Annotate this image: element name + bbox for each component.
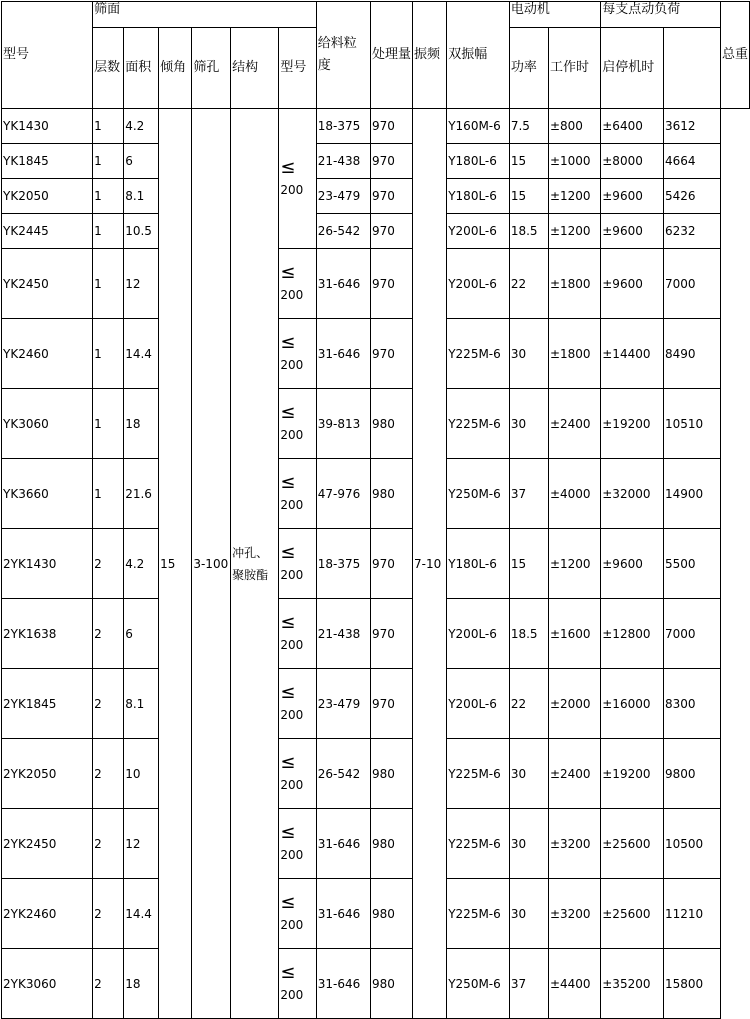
header-feed-size: 给料粒度 bbox=[316, 2, 370, 109]
area-cell: 6 bbox=[124, 599, 159, 669]
total-weight-cell: 14900 bbox=[663, 459, 720, 529]
start-stop-load-cell: ±19200 bbox=[601, 389, 664, 459]
power-cell: 22 bbox=[509, 249, 548, 319]
motor-model-cell: Y225M-6 bbox=[447, 739, 510, 809]
area-cell: 6 bbox=[124, 144, 159, 179]
power-cell: 15 bbox=[509, 144, 548, 179]
capacity-cell: 23-479 bbox=[316, 669, 370, 739]
frequency-cell: 980 bbox=[371, 809, 413, 879]
area-cell: 4.2 bbox=[124, 109, 159, 144]
table-row bbox=[2, 459, 750, 529]
layers-cell: 1 bbox=[93, 459, 124, 529]
feed-size-value: 200 bbox=[280, 707, 304, 722]
header-frequency: 振频 bbox=[413, 2, 447, 109]
area-cell: 4.2 bbox=[124, 529, 159, 599]
header-screen-surface: 筛面 bbox=[93, 2, 317, 28]
motor-model-cell: Y225M-6 bbox=[447, 809, 510, 879]
motor-model-cell: Y225M-6 bbox=[447, 319, 510, 389]
total-weight-cell: 4664 bbox=[663, 144, 720, 179]
frequency-cell: 970 bbox=[371, 319, 413, 389]
capacity-cell: 21-438 bbox=[316, 599, 370, 669]
header-layers: 层数 bbox=[93, 28, 124, 109]
frequency-cell: 970 bbox=[371, 109, 413, 144]
table-row bbox=[2, 529, 750, 599]
working-load-cell: ±1200 bbox=[548, 214, 600, 249]
frequency-cell: 970 bbox=[371, 144, 413, 179]
layers-cell: 1 bbox=[93, 179, 124, 214]
feed-size-symbol: ≤ bbox=[280, 751, 296, 773]
motor-model-cell: Y200L-6 bbox=[447, 599, 510, 669]
motor-model-cell: Y200L-6 bbox=[447, 249, 510, 319]
feed-size-cell bbox=[279, 389, 316, 459]
total-weight-cell: 11210 bbox=[663, 879, 720, 949]
feed-size-cell bbox=[279, 319, 316, 389]
model-cell: 2YK2050 bbox=[2, 739, 93, 809]
feed-size-symbol: ≤ bbox=[280, 821, 296, 843]
start-stop-load-cell: ±9600 bbox=[601, 249, 664, 319]
layers-cell: 2 bbox=[93, 669, 124, 739]
motor-model-cell: Y180L-6 bbox=[447, 179, 510, 214]
table-row bbox=[2, 389, 750, 459]
feed-size-cell bbox=[279, 879, 316, 949]
power-cell: 22 bbox=[509, 669, 548, 739]
table-row bbox=[2, 669, 750, 739]
model-cell: 2YK2460 bbox=[2, 879, 93, 949]
model-cell: YK1430 bbox=[2, 109, 93, 144]
header-dynamic-load: 每支点动负荷 bbox=[601, 2, 721, 28]
working-load-cell: ±1800 bbox=[548, 249, 600, 319]
motor-model-cell: Y200L-6 bbox=[447, 214, 510, 249]
capacity-cell: 31-646 bbox=[316, 809, 370, 879]
start-stop-load-cell: ±14400 bbox=[601, 319, 664, 389]
frequency-cell: 980 bbox=[371, 389, 413, 459]
header-structure: 结构 bbox=[231, 28, 279, 109]
working-load-cell: ±2400 bbox=[548, 389, 600, 459]
frequency-cell: 970 bbox=[371, 179, 413, 214]
feed-size-cell bbox=[279, 459, 316, 529]
frequency-cell: 970 bbox=[371, 249, 413, 319]
capacity-cell: 31-646 bbox=[316, 879, 370, 949]
power-cell: 30 bbox=[509, 389, 548, 459]
model-cell: 2YK1845 bbox=[2, 669, 93, 739]
motor-model-cell: Y225M-6 bbox=[447, 389, 510, 459]
feed-size-value: 200 bbox=[280, 917, 304, 932]
layers-cell: 1 bbox=[93, 319, 124, 389]
area-cell: 14.4 bbox=[124, 319, 159, 389]
area-cell: 10 bbox=[124, 739, 159, 809]
model-cell: YK3060 bbox=[2, 389, 93, 459]
capacity-cell: 18-375 bbox=[316, 529, 370, 599]
header-working: 工作时 bbox=[548, 28, 600, 109]
feed-size-cell bbox=[279, 809, 316, 879]
capacity-cell: 26-542 bbox=[316, 214, 370, 249]
feed-size-value: 200 bbox=[280, 637, 304, 652]
model-cell: 2YK2450 bbox=[2, 809, 93, 879]
layers-cell: 2 bbox=[93, 739, 124, 809]
model-cell: 2YK1638 bbox=[2, 599, 93, 669]
capacity-cell: 23-479 bbox=[316, 179, 370, 214]
table-row bbox=[2, 144, 750, 179]
inclination-cell: 15 bbox=[159, 109, 192, 1019]
feed-size-value: 200 bbox=[280, 287, 304, 302]
capacity-cell: 21-438 bbox=[316, 144, 370, 179]
table-row bbox=[2, 319, 750, 389]
capacity-cell: 18-375 bbox=[316, 109, 370, 144]
feed-size-cell bbox=[279, 109, 316, 249]
motor-model-cell: Y225M-6 bbox=[447, 879, 510, 949]
area-cell: 12 bbox=[124, 809, 159, 879]
vibrating-screen-spec-table bbox=[1, 1, 750, 1019]
layers-cell: 1 bbox=[93, 109, 124, 144]
power-cell: 7.5 bbox=[509, 109, 548, 144]
total-weight-cell: 6232 bbox=[663, 214, 720, 249]
feed-size-symbol: ≤ bbox=[280, 961, 296, 983]
start-stop-load-cell: ±8000 bbox=[601, 144, 664, 179]
feed-size-value: 200 bbox=[280, 777, 304, 792]
capacity-cell: 31-646 bbox=[316, 319, 370, 389]
power-cell: 15 bbox=[509, 179, 548, 214]
total-weight-cell: 10510 bbox=[663, 389, 720, 459]
start-stop-load-cell: ±6400 bbox=[601, 109, 664, 144]
model-cell: 2YK1430 bbox=[2, 529, 93, 599]
working-load-cell: ±1800 bbox=[548, 319, 600, 389]
start-stop-load-cell: ±35200 bbox=[601, 949, 664, 1019]
header-double-amplitude: 双振幅 bbox=[447, 2, 510, 109]
area-cell: 18 bbox=[124, 949, 159, 1019]
frequency-cell: 980 bbox=[371, 949, 413, 1019]
feed-size-value: 200 bbox=[280, 497, 304, 512]
layers-cell: 2 bbox=[93, 599, 124, 669]
model-cell: YK2460 bbox=[2, 319, 93, 389]
motor-model-cell: Y180L-6 bbox=[447, 529, 510, 599]
working-load-cell: ±3200 bbox=[548, 809, 600, 879]
total-weight-cell: 9800 bbox=[663, 739, 720, 809]
frequency-cell: 970 bbox=[371, 529, 413, 599]
capacity-cell: 31-646 bbox=[316, 949, 370, 1019]
area-cell: 14.4 bbox=[124, 879, 159, 949]
feed-size-symbol: ≤ bbox=[280, 681, 296, 703]
working-load-cell: ±2000 bbox=[548, 669, 600, 739]
header-motor-model: 型号 bbox=[279, 28, 316, 109]
frequency-cell: 970 bbox=[371, 214, 413, 249]
start-stop-load-cell: ±9600 bbox=[601, 179, 664, 214]
header-power: 功率 bbox=[509, 28, 548, 109]
total-weight-cell: 3612 bbox=[663, 109, 720, 144]
total-weight-cell: 5426 bbox=[663, 179, 720, 214]
area-cell: 10.5 bbox=[124, 214, 159, 249]
start-stop-load-cell: ±32000 bbox=[601, 459, 664, 529]
feed-size-value: 200 bbox=[280, 427, 304, 442]
model-cell: YK3660 bbox=[2, 459, 93, 529]
working-load-cell: ±4400 bbox=[548, 949, 600, 1019]
working-load-cell: ±3200 bbox=[548, 879, 600, 949]
header-aperture: 筛孔 bbox=[192, 28, 231, 109]
feed-size-symbol: ≤ bbox=[280, 401, 296, 423]
frequency-cell: 980 bbox=[371, 879, 413, 949]
table-row bbox=[2, 599, 750, 669]
area-cell: 8.1 bbox=[124, 179, 159, 214]
feed-size-value: 200 bbox=[280, 357, 304, 372]
motor-model-cell: Y180L-6 bbox=[447, 144, 510, 179]
layers-cell: 1 bbox=[93, 389, 124, 459]
table-row bbox=[2, 249, 750, 319]
working-load-cell: ±1000 bbox=[548, 144, 600, 179]
power-cell: 37 bbox=[509, 949, 548, 1019]
working-load-cell: ±800 bbox=[548, 109, 600, 144]
frequency-cell: 980 bbox=[371, 459, 413, 529]
header-inclination: 倾角 bbox=[159, 28, 192, 109]
table-row bbox=[2, 739, 750, 809]
structure-cell: 冲孔、聚胺酯 bbox=[231, 109, 279, 1019]
layers-cell: 2 bbox=[93, 949, 124, 1019]
area-cell: 21.6 bbox=[124, 459, 159, 529]
amplitude-cell: 7-10 bbox=[413, 109, 447, 1019]
capacity-cell: 47-976 bbox=[316, 459, 370, 529]
feed-size-value: 200 bbox=[280, 182, 304, 197]
feed-size-value: 200 bbox=[280, 987, 304, 1002]
motor-model-cell: Y160M-6 bbox=[447, 109, 510, 144]
header-start-stop: 启停机时 bbox=[601, 28, 664, 109]
power-cell: 30 bbox=[509, 879, 548, 949]
feed-size-cell bbox=[279, 669, 316, 739]
table-row bbox=[2, 879, 750, 949]
layers-cell: 1 bbox=[93, 144, 124, 179]
frequency-cell: 980 bbox=[371, 739, 413, 809]
start-stop-load-cell: ±25600 bbox=[601, 809, 664, 879]
feed-size-cell bbox=[279, 529, 316, 599]
power-cell: 18.5 bbox=[509, 599, 548, 669]
frequency-cell: 970 bbox=[371, 599, 413, 669]
layers-cell: 1 bbox=[93, 214, 124, 249]
layers-cell: 2 bbox=[93, 879, 124, 949]
feed-size-cell bbox=[279, 249, 316, 319]
layers-cell: 1 bbox=[93, 249, 124, 319]
feed-size-symbol: ≤ bbox=[280, 471, 296, 493]
feed-size-symbol: ≤ bbox=[280, 611, 296, 633]
feed-size-symbol: ≤ bbox=[280, 261, 296, 283]
power-cell: 30 bbox=[509, 739, 548, 809]
layers-cell: 2 bbox=[93, 529, 124, 599]
capacity-cell: 31-646 bbox=[316, 249, 370, 319]
feed-size-symbol: ≤ bbox=[280, 891, 296, 913]
total-weight-cell: 8490 bbox=[663, 319, 720, 389]
model-cell: YK1845 bbox=[2, 144, 93, 179]
area-cell: 8.1 bbox=[124, 669, 159, 739]
feed-size-symbol: ≤ bbox=[280, 541, 296, 563]
header-capacity: 处理量 bbox=[371, 2, 413, 109]
start-stop-load-cell: ±9600 bbox=[601, 214, 664, 249]
model-cell: YK2050 bbox=[2, 179, 93, 214]
feed-size-symbol: ≤ bbox=[280, 156, 296, 178]
working-load-cell: ±1200 bbox=[548, 179, 600, 214]
feed-size-value: 200 bbox=[280, 847, 304, 862]
start-stop-load-cell: ±9600 bbox=[601, 529, 664, 599]
table-row bbox=[2, 809, 750, 879]
working-load-cell: ±1600 bbox=[548, 599, 600, 669]
frequency-cell: 970 bbox=[371, 669, 413, 739]
table-row bbox=[2, 109, 750, 144]
working-load-cell: ±2400 bbox=[548, 739, 600, 809]
feed-size-symbol: ≤ bbox=[280, 331, 296, 353]
header-motor: 电动机 bbox=[509, 2, 600, 28]
capacity-cell: 26-542 bbox=[316, 739, 370, 809]
total-weight-cell: 7000 bbox=[663, 599, 720, 669]
capacity-cell: 39-813 bbox=[316, 389, 370, 459]
feed-size-value: 200 bbox=[280, 567, 304, 582]
start-stop-load-cell: ±19200 bbox=[601, 739, 664, 809]
working-load-cell: ±1200 bbox=[548, 529, 600, 599]
aperture-cell: 3-100 bbox=[192, 109, 231, 1019]
working-load-cell: ±4000 bbox=[548, 459, 600, 529]
model-cell: YK2445 bbox=[2, 214, 93, 249]
table-row bbox=[2, 949, 750, 1019]
total-weight-cell: 7000 bbox=[663, 249, 720, 319]
total-weight-cell: 10500 bbox=[663, 809, 720, 879]
table-row bbox=[2, 214, 750, 249]
motor-model-cell: Y200L-6 bbox=[447, 669, 510, 739]
total-weight-cell: 15800 bbox=[663, 949, 720, 1019]
model-cell: 2YK3060 bbox=[2, 949, 93, 1019]
power-cell: 30 bbox=[509, 319, 548, 389]
power-cell: 30 bbox=[509, 809, 548, 879]
header-area: 面积 bbox=[124, 28, 159, 109]
header-model: 型号 bbox=[2, 2, 93, 109]
power-cell: 18.5 bbox=[509, 214, 548, 249]
start-stop-load-cell: ±12800 bbox=[601, 599, 664, 669]
layers-cell: 2 bbox=[93, 809, 124, 879]
feed-size-cell bbox=[279, 949, 316, 1019]
motor-model-cell: Y250M-6 bbox=[447, 949, 510, 1019]
motor-model-cell: Y250M-6 bbox=[447, 459, 510, 529]
total-weight-cell: 5500 bbox=[663, 529, 720, 599]
table-row bbox=[2, 179, 750, 214]
area-cell: 12 bbox=[124, 249, 159, 319]
model-cell: YK2450 bbox=[2, 249, 93, 319]
start-stop-load-cell: ±25600 bbox=[601, 879, 664, 949]
area-cell: 18 bbox=[124, 389, 159, 459]
feed-size-cell bbox=[279, 599, 316, 669]
header-total-weight: 总重 bbox=[720, 2, 749, 109]
feed-size-cell bbox=[279, 739, 316, 809]
total-weight-cell: 8300 bbox=[663, 669, 720, 739]
power-cell: 37 bbox=[509, 459, 548, 529]
power-cell: 15 bbox=[509, 529, 548, 599]
start-stop-load-cell: ±16000 bbox=[601, 669, 664, 739]
